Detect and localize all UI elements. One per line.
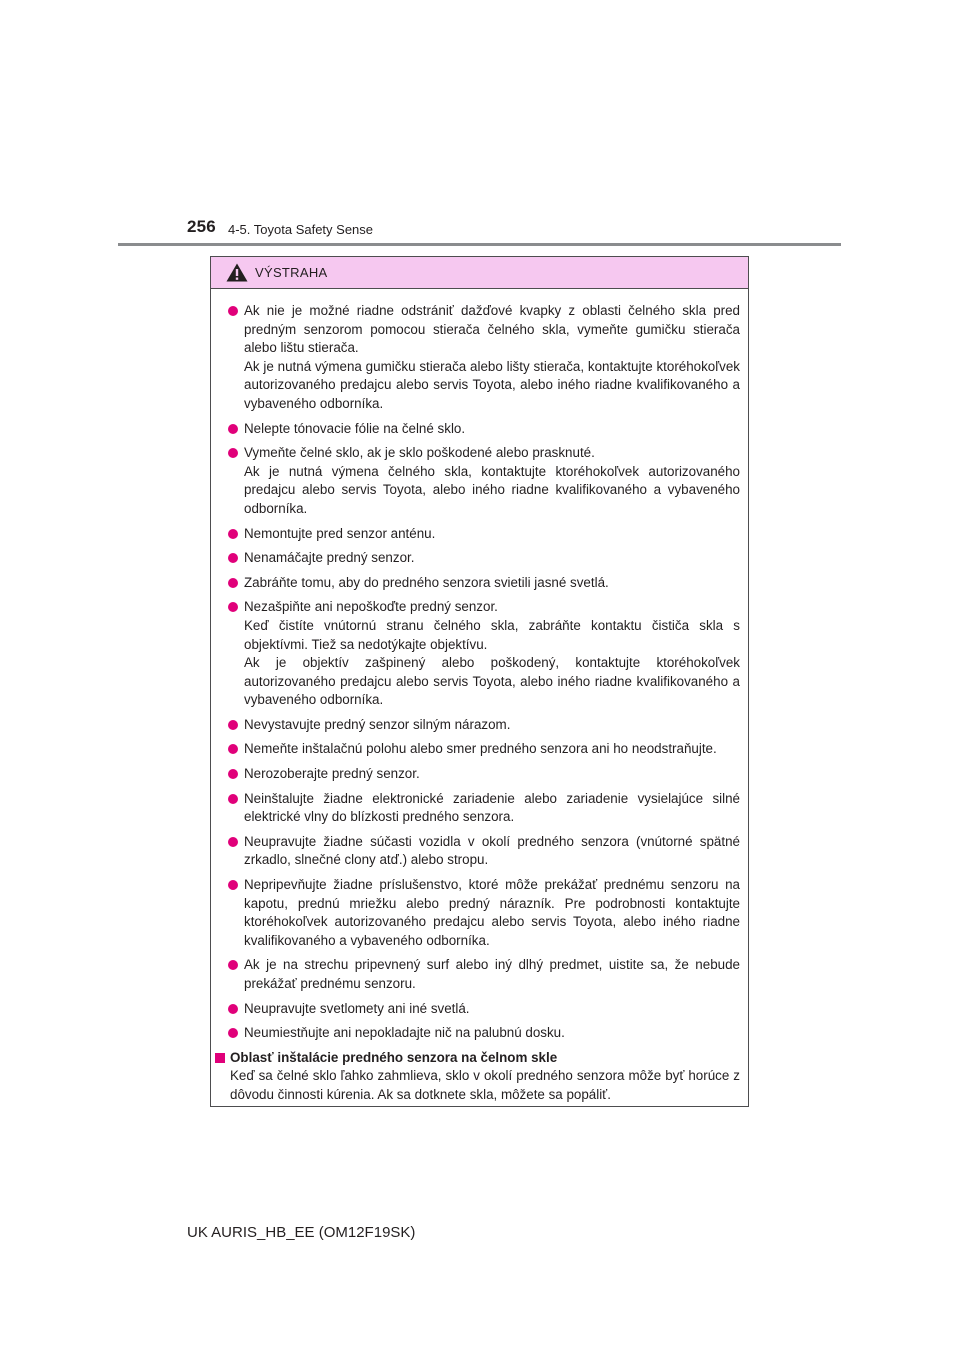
warning-body [211,289,748,1105]
warning-item [213,833,740,870]
bullet-icon [228,602,238,612]
warning-box [210,256,749,1107]
bullet-icon [228,1028,238,1038]
warning-item-text: Neinštalujte žiadne elektronické zariadenie alebo zariadenie vysielajúce silné elektrické vlny do blízkosti predného senzora. [244,790,740,825]
bullet-icon [228,578,238,588]
warning-item [213,549,740,568]
bullet-icon [228,448,238,458]
warning-item [213,740,740,759]
warning-item-text: Ak nie je možné riadne odstrániť dažďové kvapky z oblasti čelného skla pred predným senzorom pomocou stierača čelného skla, vymeňte gumičku stierača alebo lištu stierača. [244,303,740,356]
warning-item-text: Keď čistíte vnútornú stranu čelného skla, zabráňte kontaktu čističa skla s objektívmi. Tiež sa nedotýkajte objektívu. [244,617,740,652]
warning-item-text: Nerozoberajte predný senzor. [244,766,420,782]
warning-item [213,790,740,827]
bullet-icon [228,306,238,316]
warning-item-text: Nemeňte inštalačnú polohu alebo smer predného senzora ani ho neodstraňujte. [244,741,717,757]
warning-item [213,525,740,544]
warning-item-text: Neupravujte žiadne súčasti vozidla v okolí predného senzora (vnútorné spätné zrkadlo, slnečné clony atď.) alebo stropu. [244,833,740,868]
warning-item [213,716,740,735]
warning-item-text: Nezašpiňte ani nepoškoďte predný senzor. [244,599,498,615]
warning-item-text: Neumiestňujte ani nepokladajte nič na palubnú dosku. [244,1025,565,1041]
warning-item [213,420,740,439]
bullet-icon [228,424,238,434]
warning-item-text: Nepripevňujte žiadne príslušenstvo, ktoré môže prekážať prednému senzoru na kapotu, prednú mriežku alebo predný nárazník. Pre podrobnosti kontaktujte ktoréhokoľvek autorizovaného predajcu alebo servis Toyota, alebo iného riadne kvalifikovaného a vybaveného odborníka. [244,877,740,948]
subsection-text: Keď sa čelné sklo ľahko zahmlieva, sklo v okolí predného senzora môže byť horúce z dôvodu činnosti kúrenia. Ak sa dotknete skla, môžete sa popáliť. [230,1068,740,1102]
warning-title: VÝSTRAHA [255,265,328,280]
warning-item [213,574,740,593]
square-bullet-icon [215,1053,225,1063]
warning-item-text: Nenamáčajte predný senzor. [244,550,415,566]
bullet-icon [228,837,238,847]
bullet-icon [228,769,238,779]
warning-item [213,956,740,993]
bullet-icon [228,880,238,890]
warning-item [213,1024,740,1043]
warning-item-text: Neupravujte svetlomety ani iné svetlá. [244,1000,470,1016]
footer-code: UK AURIS_HB_EE (OM12F19SK) [187,1224,416,1241]
section-title: 4-5. Toyota Safety Sense [228,222,374,237]
warning-item-text: Ak je nutná výmena čelného skla, kontaktujte ktoréhokoľvek autorizovaného predajcu alebo servis Toyota, alebo iného riadne kvalifikovaného a vybaveného odborníka. [244,463,740,516]
warning-item-text: Ak je na strechu pripevnený surf alebo iný dlhý predmet, uistite sa, že nebude prekážať prednému senzoru. [244,957,740,991]
warning-triangle-icon [226,263,248,282]
bullet-icon [228,720,238,730]
header-rule [118,243,841,246]
warning-item-text: Nelepte tónovacie fólie na čelné sklo. [244,420,466,436]
warning-item [213,765,740,784]
warning-item-text: Nevystavujte predný senzor silným nárazom. [244,716,511,732]
bullet-icon [228,794,238,804]
warning-item-text: Zabráňte tomu, aby do predného senzora svietili jasné svetlá. [244,574,609,590]
warning-item [213,876,740,950]
warning-header [211,257,748,289]
bullet-icon [228,744,238,754]
bullet-icon [228,960,238,970]
warning-item-text: Ak je nutná výmena gumičku stierača alebo lišty stierača, kontaktujte ktoréhokoľvek autorizovaného predajcu alebo servis Toyota, alebo iného riadne kvalifikovaného a vybaveného odborníka. [244,358,740,411]
subsection-heading [213,1049,740,1068]
page-number: 256 [187,217,216,236]
bullet-icon [228,529,238,539]
warning-item [213,444,740,518]
warning-item-text: Nemontujte pred senzor anténu. [244,525,436,541]
warning-item-text: Vymeňte čelné sklo, ak je sklo poškodené alebo prasknuté. [244,445,595,461]
warning-item [213,302,740,414]
bullet-icon [228,553,238,563]
warning-item [213,1000,740,1019]
subsection-title: Oblasť inštalácie predného senzora na čelnom skle [230,1049,558,1065]
warning-item [213,598,740,710]
bullet-icon [228,1004,238,1014]
warning-item-text: Ak je objektív zašpinený alebo poškodený, kontaktujte ktoréhokoľvek autorizovaného predajcu alebo servis Toyota, alebo iného riadne kvalifikovaného a vybaveného odborníka. [244,655,740,708]
